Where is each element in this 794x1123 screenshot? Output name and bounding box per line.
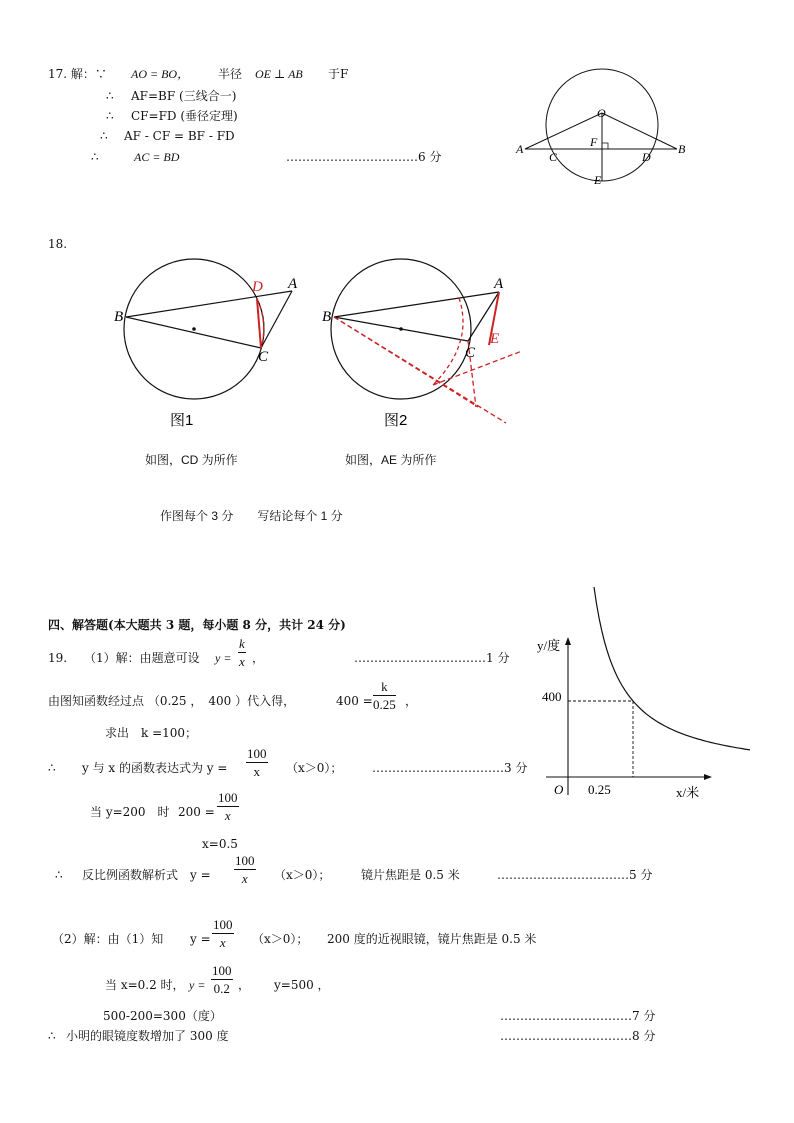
q17-conclusion: AC = BD <box>134 150 180 164</box>
therefore-symbol: ∴ <box>100 129 108 143</box>
fraction-100-over-x: $\frac{100}{x}$ <box>213 917 233 950</box>
fraction-100-over-x: $\frac{100}{x}$ <box>235 853 255 886</box>
q18-note-2: 如图，AE 为所作 <box>345 453 437 467</box>
q17-score: ……………………………6 分 <box>286 150 442 164</box>
q19-inverse-lead: 反比例函数解析式 y = <box>82 868 211 882</box>
q19-part1-intro: （1）解：由题意可设 <box>84 651 200 665</box>
label-a: A <box>288 276 298 292</box>
label-a: A <box>516 142 524 156</box>
therefore-symbol: ∴ <box>55 868 63 882</box>
q18-note-1: 如图，CD 为所作 <box>145 453 238 467</box>
q19-calculation: 500-200=300（度） <box>103 1009 222 1023</box>
label-e: E <box>594 173 602 187</box>
q19-number: 19. <box>48 651 68 665</box>
q19-degree-text: 200 度的近视眼镜，镜片焦距是 0.5 米 <box>327 932 537 946</box>
q17-condition: AO = BO， <box>131 67 190 81</box>
therefore-symbol: ∴ <box>106 89 114 103</box>
label-a: A <box>494 276 504 292</box>
q19-comma-3: ， <box>238 978 251 992</box>
label-o: O <box>597 106 606 120</box>
q19-score-7: ……………………………7 分 <box>500 1009 656 1023</box>
q19-y-equals-2: y = <box>190 932 211 946</box>
figure-caption: 图1 <box>170 412 194 429</box>
x-axis-arrow <box>704 774 712 780</box>
y-axis-arrow <box>565 637 571 645</box>
right-angle-mark <box>602 143 608 149</box>
therefore-symbol: ∴ <box>91 150 99 164</box>
figure-caption: 图2 <box>384 412 408 429</box>
q19-expression-lead: y 与 x 的函数表达式为 y = <box>82 761 228 775</box>
q19-y-equals-3: y = <box>189 978 206 992</box>
q19-comma: ， <box>252 651 265 665</box>
construction-line-3 <box>433 351 522 385</box>
center-dot <box>399 327 403 331</box>
q19-score-5: ……………………………5 分 <box>497 868 653 882</box>
q18-figure-1 <box>110 255 310 429</box>
q19-eq-400: 400 = <box>336 694 373 708</box>
x-axis-label: x/米 <box>676 785 700 800</box>
q19-eq-200: 200 = <box>178 805 215 819</box>
q19-condition: （x＞0）； <box>252 932 309 946</box>
segment-ba <box>126 291 292 317</box>
y-tick-400: 400 <box>542 689 562 704</box>
q17-step1: AF=BF (三线合一) <box>131 89 237 103</box>
q19-part2-intro: （2）解：由（1）知 <box>52 932 164 946</box>
q19-y-equals: y = <box>215 651 232 665</box>
q18-figure-2 <box>318 255 528 430</box>
label-d: D <box>252 279 263 295</box>
q17-circle-figure <box>505 45 705 195</box>
q19-comma-2: ， <box>405 694 418 708</box>
q17-step3: AF - CF = BF - FD <box>124 129 235 143</box>
segment-ac <box>261 291 292 348</box>
section-heading: 四、解答题(本大题共 3 题，每小题 8 分，共计 24 分) <box>48 618 346 632</box>
therefore-symbol: ∴ <box>48 761 56 775</box>
label-b: B <box>114 309 124 325</box>
center-dot <box>192 327 196 331</box>
q19-score-8: ……………………………8 分 <box>500 1029 656 1043</box>
x-tick-025: 0.25 <box>588 782 611 797</box>
q17-perpendicular: OE ⊥ AB <box>255 67 303 81</box>
label-e: E <box>490 331 500 347</box>
q19-solve-k: 求出 k =100； <box>105 726 198 740</box>
label-b: B <box>678 142 686 156</box>
q19-x-05: x=0.5 <box>202 837 238 851</box>
label-c: C <box>549 150 558 164</box>
q18-scoring: 作图每个 3 分 写结论每个 1 分 <box>160 509 343 523</box>
label-c: C <box>258 349 269 365</box>
q19-condition: （x＞0）； <box>274 868 331 882</box>
segment-ob <box>602 113 677 149</box>
construction-arc <box>433 298 463 385</box>
q19-when-02: 当 x=0.2 时， <box>105 978 185 992</box>
q17-at-f: 于F <box>328 67 349 81</box>
label-f: F <box>590 135 598 149</box>
label-c: C <box>465 345 476 361</box>
therefore-symbol: ∴ <box>48 1029 56 1043</box>
fraction-k-over-025: $\frac{k}{0.25}$ <box>373 679 396 712</box>
fraction-k-over-x: $\frac{k}{x}$ <box>239 636 245 669</box>
series-line <box>594 587 750 750</box>
fraction-100-over-x: $\frac{100}{x}$ <box>247 746 267 779</box>
q18-number: 18. <box>48 237 68 251</box>
fraction-100-over-x: $\frac{100}{x}$ <box>218 790 238 823</box>
y-axis-label: y/度 <box>537 638 561 653</box>
therefore-symbol: ∴ <box>106 109 114 123</box>
segment-ba <box>334 292 499 317</box>
q19-focal: 镜片焦距是 0.5 米 <box>361 868 460 882</box>
fraction-100-over-02: $\frac{100}{0.2}$ <box>212 963 232 996</box>
q17-step2: CF=FD (垂径定理) <box>131 109 238 123</box>
q19-conclusion: 小明的眼镜度数增加了 300 度 <box>66 1029 229 1043</box>
q17-radius-word: 半径 <box>218 67 243 81</box>
segment-bc <box>126 317 261 348</box>
origin-label: O <box>554 782 564 797</box>
q19-inverse-graph <box>530 630 720 805</box>
q19-known-point: 由图知函数经过点 （0.25 ， 400 ）代入得， <box>48 694 296 708</box>
q19-when-200: 当 y=200 时 <box>90 805 170 819</box>
label-d: D <box>642 150 651 164</box>
q19-score-3: ……………………………3 分 <box>372 761 528 775</box>
q17-heading: 17. 解：∵ <box>48 67 107 81</box>
label-b: B <box>322 309 332 325</box>
q19-score-1: ……………………………1 分 <box>354 651 510 665</box>
q19-y-500: y=500 ， <box>274 978 330 992</box>
q19-condition: （x＞0）； <box>286 761 343 775</box>
